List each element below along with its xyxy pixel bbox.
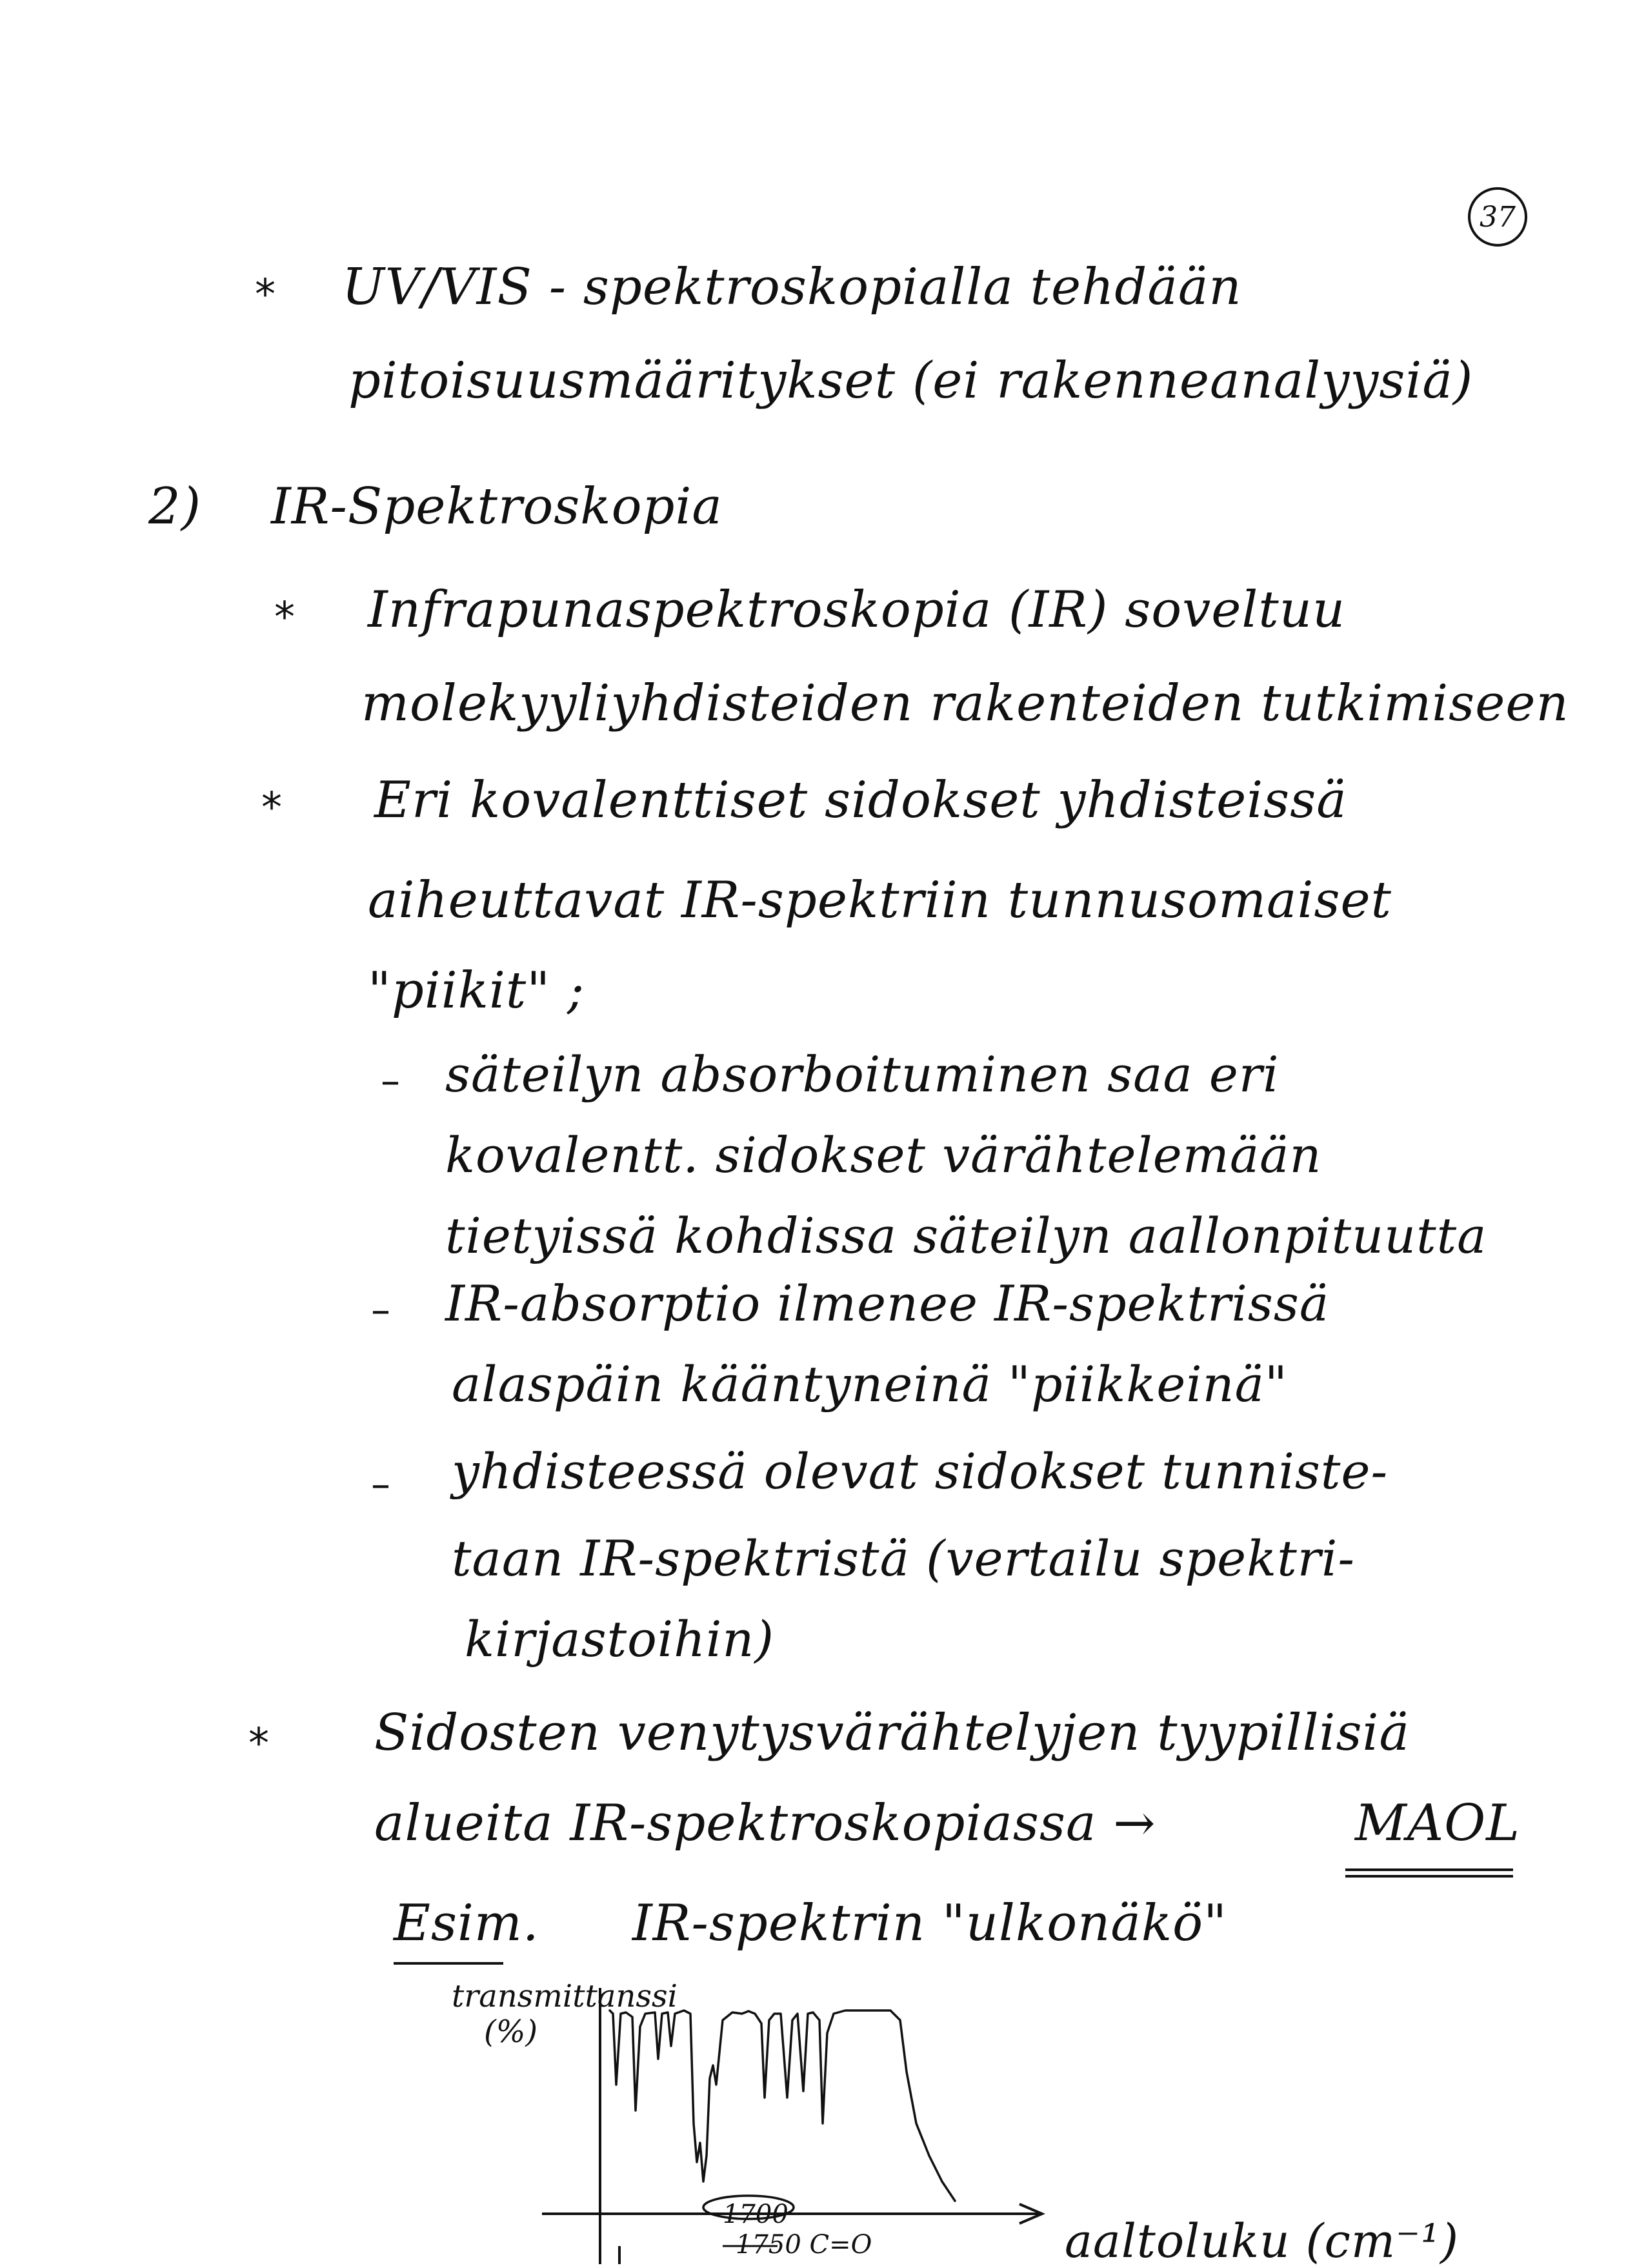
sketch-y-label: transmittanssi xyxy=(452,1978,677,2014)
sub-bullet-3-line-1: yhdisteessä olevat sidokset tunniste- xyxy=(452,1443,1389,1500)
bullet-star-icon: * xyxy=(274,594,295,642)
sketch-peak-circle xyxy=(703,2196,794,2219)
bonds-line-3: "piikit" ; xyxy=(368,962,585,1020)
page-number: 37 xyxy=(1480,200,1516,234)
sub-bullet-1-line-2: kovalentt. sidokset värähtelemään xyxy=(445,1126,1322,1184)
sub-bullet-2-line-2: alaspäin kääntyneinä "piikkeinä" xyxy=(452,1355,1288,1413)
sub-bullet-1-line-1: säteilyn absorboituminen saa eri xyxy=(445,1046,1280,1103)
bonds-line-1: Eri kovalenttiset sidokset yhdisteissä xyxy=(374,771,1347,829)
ir-intro-line-2: molekyyliyhdisteiden rakenteiden tutkimiseen xyxy=(361,674,1569,733)
bullet-star-icon: * xyxy=(248,1720,269,1768)
section-title: IR-Spektroskopia xyxy=(271,478,723,536)
uv-bullet-line-2: pitoisuusmääritykset (ei rakenneanalyysiä) xyxy=(348,352,1474,410)
ir-spectrum-sketch xyxy=(439,1949,1084,2264)
bullet-star-icon: * xyxy=(255,271,276,319)
sketch-y-unit: (%) xyxy=(484,2014,538,2050)
sub-bullet-2-line-1: IR-absorptio ilmenee IR-spektrissä xyxy=(445,1275,1330,1332)
sub-bullet-3-line-2: taan IR-spektristä (vertailu spektri- xyxy=(452,1530,1356,1587)
maol-double-underline xyxy=(1345,1868,1513,1878)
page-number-circle xyxy=(1468,187,1527,247)
sketch-marked-tick: 1700 xyxy=(723,2200,788,2229)
maol-line-1: Sidosten venytysvärähtelyjen tyypillisiä xyxy=(374,1704,1410,1762)
maol-line-2: alueita IR-spektroskopiassa → xyxy=(374,1794,1156,1852)
sketch-x-label: aaltoluku (cm⁻¹) xyxy=(1065,2214,1460,2268)
example-label: Esim. xyxy=(394,1894,539,1952)
section-number: 2) xyxy=(148,478,202,536)
dash-bullet-icon: – xyxy=(371,1288,390,1333)
bonds-line-2: aiheuttavat IR-spektriin tunnusomaiset xyxy=(368,871,1392,929)
uv-bullet-line-1: UV/VIS - spektroskopialla tehdään xyxy=(342,258,1242,316)
maol-reference: MAOL xyxy=(1355,1794,1520,1852)
sub-bullet-1-line-3: tietyissä kohdissa säteilyn aallonpituutta xyxy=(445,1207,1487,1264)
bullet-star-icon: * xyxy=(261,784,282,832)
dash-bullet-icon: – xyxy=(371,1462,390,1507)
sketch-spectrum-trace xyxy=(610,2010,955,2201)
dash-bullet-icon: – xyxy=(381,1058,400,1104)
sketch-marked-note: 1750 C=O xyxy=(736,2230,872,2260)
sub-bullet-3-line-3: kirjastoihin) xyxy=(465,1610,775,1668)
ir-intro-line-1: Infrapunaspektroskopia (IR) soveltuu xyxy=(368,581,1346,639)
example-text: IR-spektrin "ulkonäkö" xyxy=(632,1894,1228,1952)
